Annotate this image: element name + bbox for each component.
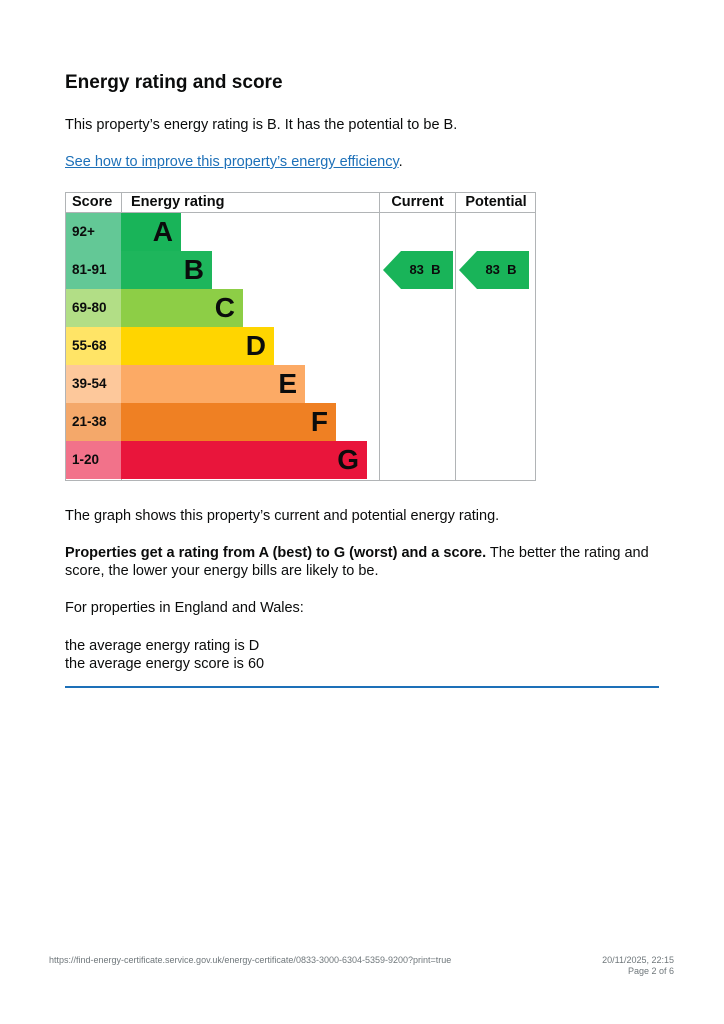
rating-explanation-bold: Properties get a rating from A (best) to G (worst) and a score. [65,545,487,561]
header-energy-rating: Energy rating [131,194,225,210]
band-score-range: 39-54 [66,365,121,403]
column-divider [455,193,456,480]
band-letter: F [310,406,328,437]
band-bar-c [121,289,243,327]
page-title: Energy rating and score [65,72,283,93]
current-rating-label [397,251,453,289]
band-score-range: 92+ [66,213,121,251]
header-potential: Potential [465,194,527,210]
band-score-range: 21-38 [66,403,121,441]
band-score-range: 69-80 [66,289,121,327]
potential-letter: B [507,262,517,277]
band-bar-g [121,441,367,479]
potential-rating-arrow [459,251,529,289]
current-score: 83 [409,262,424,277]
section-divider [65,686,659,688]
rating-explanation-rest: The better the rating and score, the lower your energy bills are likely to be. [65,545,649,579]
column-divider [379,193,380,480]
band-letter: G [337,444,359,475]
band-bar-e [121,365,305,403]
rating-summary: This property’s energy rating is B. It has the potential to be B. [65,117,458,133]
band-letter: B [183,254,204,285]
band-score-range: 1-20 [66,441,121,479]
average-rating: the average energy rating is D [65,638,260,654]
band-letter: A [152,216,173,247]
footer-page-number: Page 2 of 6 [627,966,674,976]
band-bar-f [121,403,336,441]
current-letter: B [431,262,441,277]
band-bar-a [121,213,181,251]
region-text: For properties in England and Wales: [65,600,304,616]
footer-meta [602,955,674,977]
current-rating-arrow [383,251,453,289]
band-bar-b [121,251,212,289]
band-bar-d [121,327,274,365]
energy-rating-table [65,192,536,481]
improve-efficiency-link[interactable]: See how to improve this property’s energy efficiency [65,154,399,170]
rating-explanation [65,544,665,580]
band-letter: C [214,292,235,323]
band-score-range: 81-91 [66,251,121,289]
header-score: Score [72,194,113,210]
band-letter: E [278,368,297,399]
potential-rating-label [473,251,529,289]
footer-datetime: 20/11/2025, 22:15 [602,955,674,965]
average-score: the average energy score is 60 [65,656,265,672]
potential-score: 83 [485,262,500,277]
band-letter: D [245,330,266,361]
header-current: Current [391,194,444,210]
improve-line [65,154,403,170]
improve-suffix: . [398,154,403,170]
graph-caption: The graph shows this property’s current and potential energy rating. [65,508,500,524]
footer-url: https://find-energy-certificate.service.gov.uk/energy-certificate/0833-3000-6304-5359-9200?print=true [49,955,452,965]
band-score-range: 55-68 [66,327,121,365]
